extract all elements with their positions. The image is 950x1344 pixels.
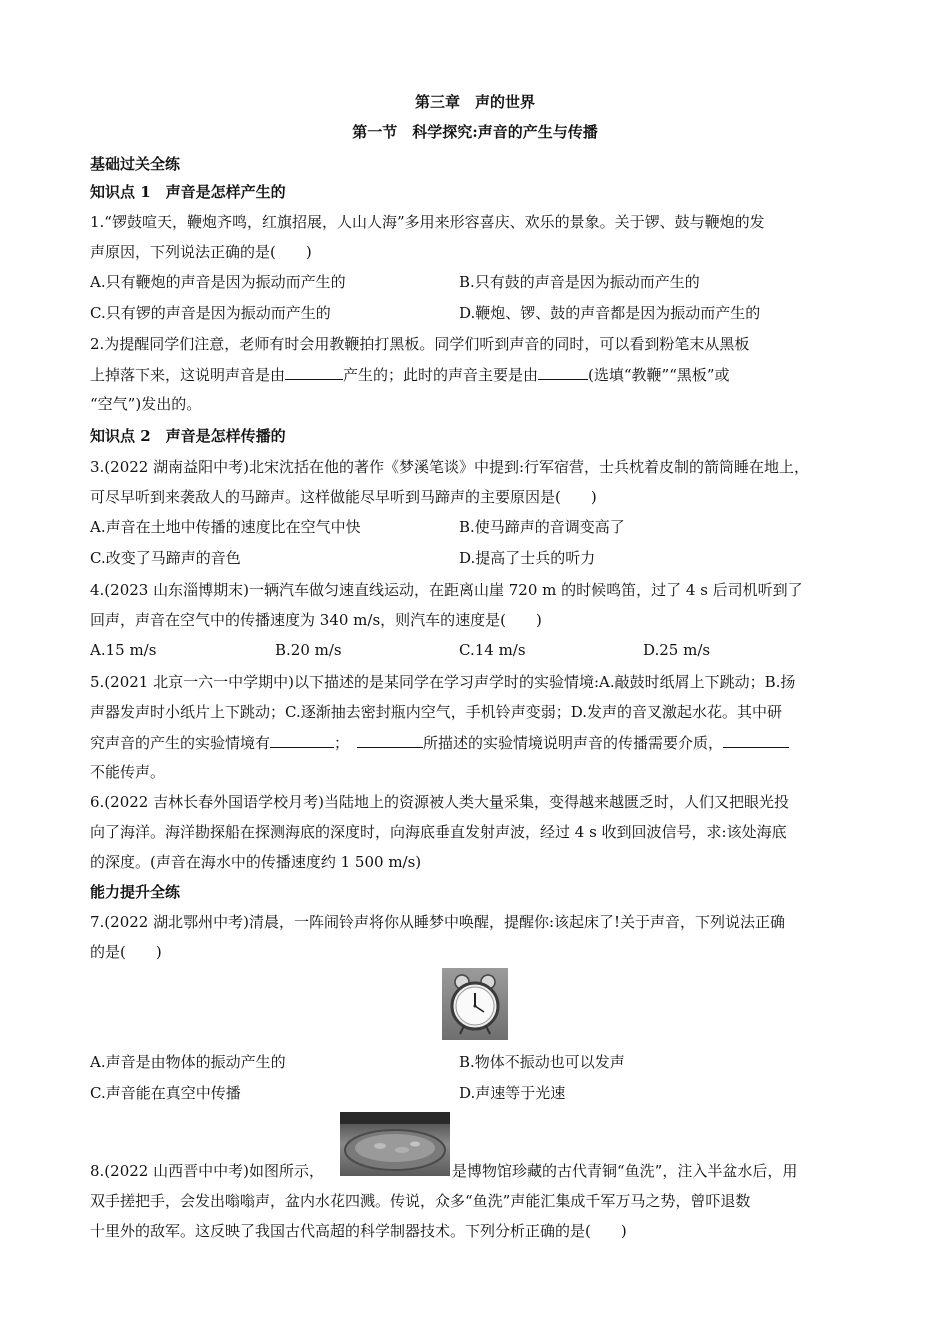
question-5-text-a: 究声音的产生的实验情境有 <box>90 734 271 752</box>
question-3-option-a: A.声音在土地中传播的速度比在空气中快 <box>90 518 361 536</box>
answer-blank[interactable] <box>723 732 789 748</box>
answer-blank[interactable] <box>538 364 588 380</box>
question-6-stem-line-2: 向了海洋。海洋勘探船在探测海底的深度时，向海底垂直发射声波，经过 4 s 收到回波信号，求:该处海底 <box>90 823 787 841</box>
question-3-stem-line-2: 可尽早听到来袭敌人的马蹄声。这样做能尽早听到马蹄声的主要原因是( ) <box>90 488 597 506</box>
question-2-text-c: (选填“教鞭”“黑板”或 <box>588 366 730 384</box>
question-4-option-c: C.14 m/s <box>459 641 526 659</box>
alarm-clock-image <box>442 968 508 1040</box>
question-1-option-a: A.只有鞭炮的声音是因为振动而产生的 <box>90 273 346 291</box>
question-5-text-c: 所描述的实验情境说明声音的传播需要介质， <box>423 734 724 752</box>
question-1-option-c: C.只有锣的声音是因为振动而产生的 <box>90 304 331 322</box>
question-2-text-b: 产生的；此时的声音主要是由 <box>343 366 539 384</box>
question-5-stem-line-2: 声器发声时小纸片上下跳动；C.逐渐抽去密封瓶内空气，手机铃声变弱；D.发声的音叉激起水花。其中研 <box>90 703 782 721</box>
question-1-option-d: D.鞭炮、锣、鼓的声音都是因为振动而产生的 <box>459 304 761 322</box>
knowledge-point-1-heading: 知识点 1 声音是怎样产生的 <box>90 183 286 201</box>
question-7-stem-line-2: 的是( ) <box>90 943 162 961</box>
bronze-fish-basin-image <box>340 1112 450 1176</box>
question-4-stem-line-2: 回声，声音在空气中的传播速度为 340 m/s，则汽车的速度是( ) <box>90 611 542 629</box>
question-5-text-b: ； <box>334 734 350 752</box>
question-4-option-b: B.20 m/s <box>275 641 342 659</box>
question-3-option-c: C.改变了马蹄声的音色 <box>90 549 241 567</box>
question-4-option-d: D.25 m/s <box>643 641 711 659</box>
question-8-stem-line-3: 十里外的敌军。这反映了我国古代高超的科学制器技术。下列分析正确的是( ) <box>90 1222 627 1240</box>
question-7-option-b: B.物体不振动也可以发声 <box>459 1053 625 1071</box>
question-4-stem-line-1: 4.(2023 山东淄博期末)一辆汽车做匀速直线运动，在距离山崖 720 m 的时候鸣笛，过了 4 s 后司机听到了 <box>90 581 803 599</box>
question-7-option-a: A.声音是由物体的振动产生的 <box>90 1053 286 1071</box>
question-7-option-d: D.声速等于光速 <box>459 1084 566 1102</box>
question-1-stem-line-2: 声原因，下列说法正确的是( ) <box>90 243 312 261</box>
question-6-stem-line-1: 6.(2022 吉林长春外国语学校月考)当陆地上的资源被人类大量采集，变得越来越匮乏时，人们又把眼光投 <box>90 793 789 811</box>
section-title: 第一节 科学探究:声音的产生与传播 <box>352 123 598 141</box>
answer-blank[interactable] <box>285 364 343 380</box>
question-1-stem-line-1: 1.“锣鼓喧天，鞭炮齐鸣，红旗招展，人山人海”多用来形容喜庆、欢乐的景象。关于锣、鼓与鞭炮的发 <box>90 213 765 231</box>
question-7-option-c: C.声音能在真空中传播 <box>90 1084 241 1102</box>
question-6-stem-line-3: 的深度。(声音在海水中的传播速度约 1 500 m/s) <box>90 853 422 871</box>
question-5-stem-line-4: 不能传声。 <box>90 763 166 781</box>
question-8-stem-part-1: 8.(2022 山西晋中中考)如图所示， <box>90 1162 324 1180</box>
question-8-stem-part-2: 是博物馆珍藏的古代青铜“鱼洗”，注入半盆水后，用 <box>452 1162 798 1180</box>
question-3-stem-line-1: 3.(2022 湖南益阳中考)北宋沈括在他的著作《梦溪笔谈》中提到:行军宿营，士兵枕着皮制的箭筒睡在地上， <box>90 458 810 476</box>
question-2-stem-line-3: “空气”)发出的。 <box>90 395 202 413</box>
question-5-stem-line-1: 5.(2021 北京一六一中学期中)以下描述的是某同学在学习声学时的实验情境:A.敲鼓时纸屑上下跳动；B.扬 <box>90 673 796 691</box>
question-4-option-a: A.15 m/s <box>90 641 157 659</box>
question-5-stem-line-3 <box>90 732 870 753</box>
alarm-clock-icon <box>442 968 508 1040</box>
knowledge-point-2-heading: 知识点 2 声音是怎样传播的 <box>90 427 286 445</box>
basin-icon <box>340 1112 450 1176</box>
question-7-stem-line-1: 7.(2022 湖北鄂州中考)清晨，一阵闹铃声将你从睡梦中唤醒，提醒你:该起床了!关于声音，下列说法正确 <box>90 913 786 931</box>
question-8-stem-line-2: 双手搓把手，会发出嗡嗡声，盆内水花四溅。传说，众多“鱼洗”声能汇集成千军万马之势，曾吓退数 <box>90 1192 751 1210</box>
question-3-option-b: B.使马蹄声的音调变高了 <box>459 518 625 536</box>
advanced-section-heading: 能力提升全练 <box>90 883 181 901</box>
answer-blank[interactable] <box>357 732 423 748</box>
question-3-option-d: D.提高了士兵的听力 <box>459 549 596 567</box>
question-1-option-b: B.只有鼓的声音是因为振动而产生的 <box>459 273 700 291</box>
question-2-stem-line-2 <box>90 364 870 385</box>
question-2-text-a: 上掉落下来，这说明声音是由 <box>90 366 286 384</box>
chapter-title: 第三章 声的世界 <box>414 93 535 111</box>
basic-section-heading: 基础过关全练 <box>90 155 181 173</box>
question-2-stem-line-1: 2.为提醒同学们注意，老师有时会用教鞭拍打黑板。同学们听到声音的同时，可以看到粉笔末从黑板 <box>90 335 750 353</box>
answer-blank[interactable] <box>270 732 334 748</box>
